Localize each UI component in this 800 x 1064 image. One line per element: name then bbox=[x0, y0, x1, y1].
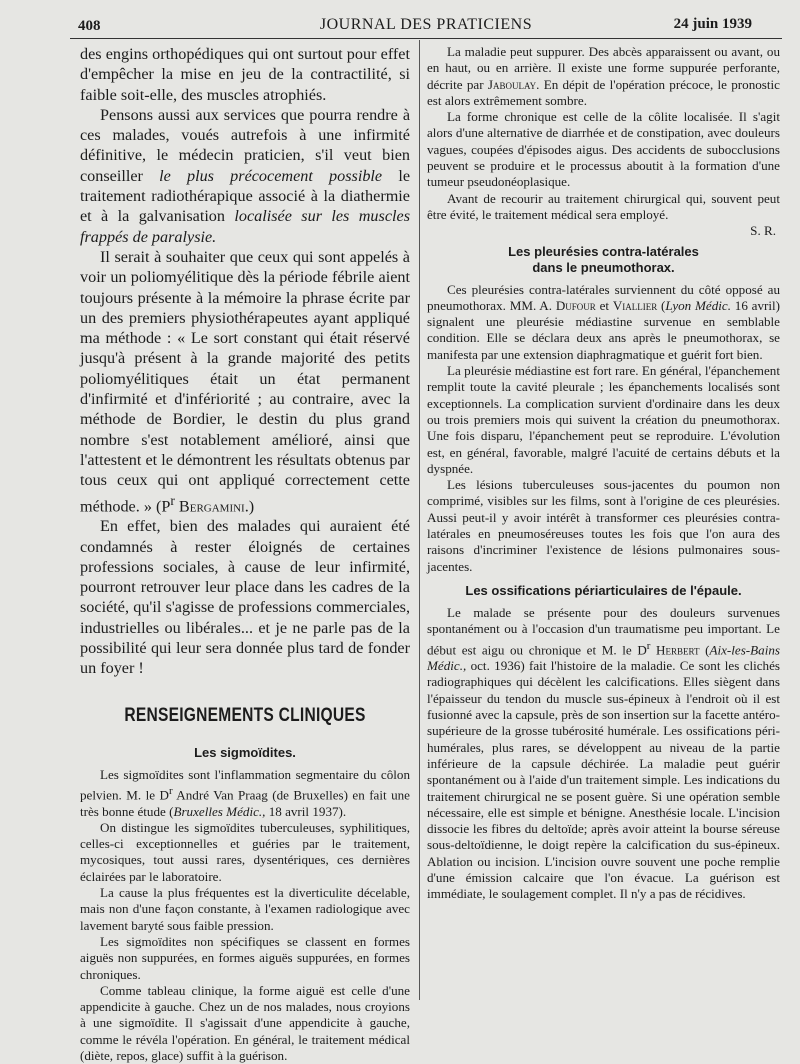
paragraph bbox=[427, 282, 780, 363]
superscript: r bbox=[170, 492, 175, 508]
text: André Van Praag (de Bruxelles) en fait une très bonne étude ( bbox=[80, 787, 410, 819]
section-title: RENSEIGNEMENTS CLINIQUES bbox=[124, 704, 366, 726]
article-heading: dans le pneumothorax. bbox=[532, 259, 675, 275]
article-heading: Les pleurésies contra-latérales bbox=[508, 243, 699, 259]
paragraph: On distingue les sigmoïdites tuberculeuses, syphilitiques, celles-ci exceptionnelles et guéries par le traitement, mycosiques, tout aussi rares, dysentériques, ces dernières éclairées par le laboratoire. bbox=[80, 819, 410, 884]
source: Lyon Médic. bbox=[665, 297, 731, 313]
text: ( bbox=[699, 641, 710, 657]
page-number: 408 bbox=[78, 18, 101, 34]
source: Aix-les-Bains Médic., bbox=[427, 641, 780, 674]
author-name: Bergamini.) bbox=[174, 496, 255, 515]
paragraph bbox=[80, 767, 410, 820]
paragraph: Comme tableau clinique, la forme aiguë est celle d'une appendicite à gauche. Chez un de nos malades, nous croyions à une sigmoïdite. Il s'agissait d'une appendicite à gauche, comme le révéla l'opération. En général, le traitement médical (diète, repos, glace) suffit à la guérison. bbox=[80, 982, 410, 1063]
article-heading: Les sigmoïdites. bbox=[194, 744, 296, 760]
signature: S. R. bbox=[750, 223, 776, 239]
text: La maladie peut suppurer. Des abcès apparaissent ou avant, ou en haut, ou en arrière. Il existe une forme suppurée perforante, décrite par bbox=[427, 44, 780, 92]
author-name: Viallier bbox=[612, 297, 658, 313]
text: En dépit de l'opération précoce, le pronostic est alors extrêmement sombre. bbox=[427, 76, 780, 108]
superscript: r bbox=[646, 639, 651, 652]
paragraph: Les lésions tuberculeuses sous-jacentes du poumon non comprimé, visibles sur les films, sont à l'origine de ces pleurésies. Aussi peut-il y avoir intérêt à transformer ces pleurésies contra-latérales en pneumoséreuses toutes les fois que l'on aura des raisons d'incriminer l'existence de lésions pulmonaires sous-jacentes. bbox=[427, 477, 780, 574]
source: Bruxelles Médic., bbox=[173, 803, 266, 819]
paragraph: La cause la plus fréquentes est la diverticulite décelable, mais non d'une façon constante, à l'examen radiologique avec lavement baryté sous faible pression. bbox=[80, 885, 410, 933]
running-header bbox=[70, 12, 782, 39]
paragraph bbox=[427, 44, 780, 109]
paragraph bbox=[427, 605, 780, 903]
author-name: Dufour bbox=[555, 297, 596, 313]
issue-date: 24 juin 1939 bbox=[673, 16, 752, 32]
text: oct. 1936) fait l'histoire de la maladie. Ce sont les clichés radiographiques qui décèlent les calcifications. Elles siègent dans l'épaisseur du tendon du muscle sus-épineux à l'endroit où il est fusionné avec la capsule, près de son insertion sur la facette antéro-supérieure de la grosse tubérosité humérale. Les ossifications péri-humérales, plus rares, se développent au niveau de la partie inférieure de la capsule déchirée. La maladie peut guérir spontanément ou à l'aide d'un traitement simple. Les indications du traitement chirurgical ne se posent guère. Si une opération semble nécessaire, elle est simple et bénigne. Anesthésie locale. L'incision dissocie les fibres du deltoïde; après avoir atteint la bourse séreuse sous-deltoïdienne, le doigt repère la calcification du sus-épineux. Ablation ou incision. L'incision ouvre souvent une poche remplie d'une émission calcaire que l'on évacue. La guérison est immédiate, le soulagement complet. Il n'y a pas de récidives. bbox=[427, 658, 780, 902]
superscript: r bbox=[168, 784, 173, 797]
text: 16 avril) signalent une pleurésie médiastine survenue en semblable condition. Elle se déclara deux ans après le pneumothorax, se manifesta par une extension diaphragmatique et guérit fort bien. bbox=[427, 297, 781, 362]
text: Il serait à souhaiter que ceux qui sont appelés à voir un poliomyélitique dès la période fébrile aient toujours présente à la mémoire la phrase écrite par un des premiers physiothérapeutes ayant appliqué ma méthode : « Le sort constant qui était réservé jusqu'à présent à la grande majorité des petits poliomyélitiques était un état permanent d'infirmité et d'infériorité ; au contraire, avec la méthode de Bordier, le destin du plus grand nombre s'est notablement amélioré, ainsi que l'attestent et le démontrent les résultats obtenus par tous ceux qui ont appliqué correctement cette méthode. » (P bbox=[80, 247, 410, 515]
author-name: Herbert bbox=[650, 641, 700, 657]
emphasis: le plus précocement possible bbox=[159, 166, 383, 185]
paragraph: En effet, bien des malades qui auraient été condamnés à rester éloignés de certaines professions sociales, à cause de leur infirmité, pourront retrouver leur place dans les cadres de la société, qu'il s'agisse de professions commerciales, industrielles ou libérales... et je ne parle pas de la possibilité qui leur sera donnée plus tard de fonder un foyer ! bbox=[80, 517, 410, 678]
text: Les sigmoïdites sont l'inflammation segmentaire du côlon pelvien. M. le D bbox=[80, 766, 410, 803]
author-name: Jaboulay. bbox=[487, 76, 540, 92]
text: Ces pleurésies contra-latérales surviennent du côté opposé au pneumothorax. MM. A. bbox=[427, 281, 780, 313]
article-heading: Les ossifications périarticulaires de l'épaule. bbox=[465, 582, 742, 598]
paragraph bbox=[80, 247, 410, 516]
text: et bbox=[595, 297, 613, 313]
emphasis: localisée sur les muscles frappés de paralysie. bbox=[80, 207, 410, 246]
journal-title: JOURNAL DES PRATICIENS bbox=[319, 16, 533, 33]
paragraph: Les sigmoïdites non spécifiques se classent en formes aiguës non suppurées, en formes aiguës suppurées, en formes chroniques. bbox=[80, 933, 410, 982]
left-column bbox=[80, 44, 410, 1064]
right-column bbox=[427, 44, 780, 903]
paragraph: La pleurésie médiastine est fort rare. En général, l'épanchement remplit toute la cavité pleurale ; les épanchements localisés sont exceptionnels. La complication survient d'ordinaire dans les deux ou trois premiers mois qui suivent la création du pneumothorax. Une fois disparu, l'épanchement peut se reproduire. L'évolution est, en général, favorable, malgré l'acuité de certains débuts et la dyspnée. bbox=[427, 363, 780, 476]
paragraph: La forme chronique est celle de la côlite localisée. Il s'agit alors d'une alternative de diarrhée et de constipation, avec douleurs vagues, coupées d'épisodes aigus. Des accidents de subocclusions peuvent se produire et le processus aboutit à la formation d'une tumeur pseudonéoplasique. bbox=[427, 109, 780, 190]
text: Le malade se présente pour des douleurs survenues spontanément ou à l'occasion d'un traumatisme peu important. Le début est aigu ou chronique et M. le D bbox=[427, 604, 780, 657]
paragraph: des engins orthopédiques qui ont surtout pour effet d'empêcher la mise en jeu de la contractilité, si faible soit-elle, des muscles atrophiés. bbox=[80, 45, 410, 104]
column-divider bbox=[419, 40, 420, 1000]
text: 18 avril 1937). bbox=[265, 803, 347, 819]
text: Pensons aussi aux services que pourra rendre à ces malades, voués autrefois à une infirmité définitive, le médecin praticien, s'il veut bien conseiller bbox=[80, 105, 410, 185]
text: ( bbox=[657, 297, 666, 313]
text: le traitement radiothérapique associé à la diathermie et à la galvanisation bbox=[80, 166, 410, 226]
paragraph bbox=[80, 105, 410, 247]
paragraph: Avant de recourir au traitement chirurgical qui, souvent peut être évité, le traitement médical sera employé. bbox=[427, 190, 780, 222]
